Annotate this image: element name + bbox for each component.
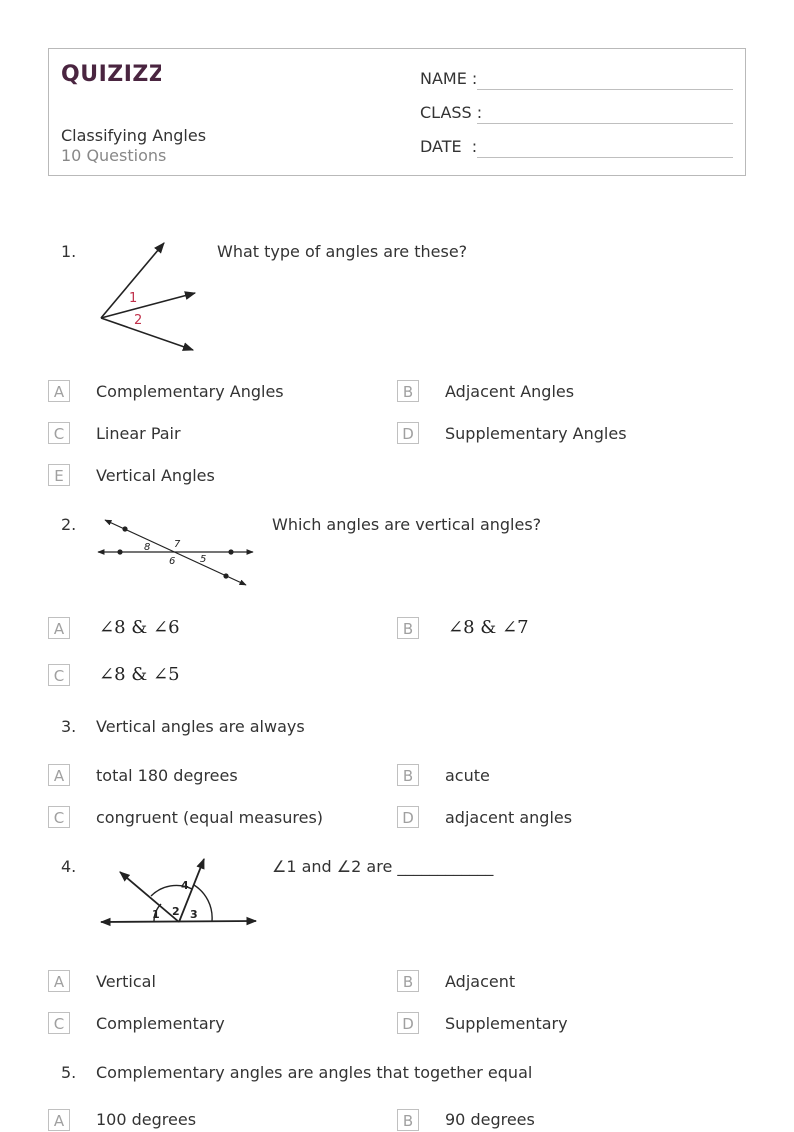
angles-figure-q1 bbox=[96, 238, 200, 356]
option-letter[interactable]: A bbox=[48, 380, 70, 402]
question-text: Vertical angles are always bbox=[96, 717, 305, 736]
angles-figure-q4 bbox=[96, 852, 260, 932]
option-letter[interactable]: B bbox=[397, 617, 419, 639]
option-letter[interactable]: A bbox=[48, 617, 70, 639]
angle-label: 2 bbox=[134, 313, 143, 328]
class-label: CLASS : bbox=[420, 103, 483, 122]
angle-label: 2 bbox=[172, 905, 180, 918]
angle-label: 3 bbox=[190, 908, 198, 921]
angle-label: 7 bbox=[174, 539, 181, 550]
option-letter[interactable]: C bbox=[48, 422, 70, 444]
option-letter[interactable]: A bbox=[48, 764, 70, 786]
transversal-figure-q2 bbox=[96, 514, 256, 590]
option-letter[interactable]: D bbox=[397, 422, 419, 444]
option-text[interactable]: Adjacent Angles bbox=[445, 382, 575, 401]
point bbox=[228, 549, 233, 554]
option-text[interactable]: total 180 degrees bbox=[96, 766, 238, 785]
option-text[interactable]: Complementary Angles bbox=[96, 382, 284, 401]
option-text[interactable]: 100 degrees bbox=[96, 1110, 197, 1129]
ray-line bbox=[101, 318, 193, 350]
quizizz-logo bbox=[61, 59, 161, 91]
option-letter[interactable]: E bbox=[48, 464, 70, 486]
date-label: DATE : bbox=[420, 137, 478, 156]
question-text: What type of angles are these? bbox=[217, 242, 468, 261]
option-text[interactable]: Supplementary Angles bbox=[445, 424, 627, 443]
option-text[interactable]: ∠8 & ∠6 bbox=[99, 617, 180, 638]
name-label: NAME : bbox=[420, 69, 478, 88]
angle-label: 5 bbox=[200, 554, 207, 565]
question-text: ∠1 and ∠2 are ____________ bbox=[272, 857, 494, 876]
option-letter[interactable]: B bbox=[397, 1109, 419, 1131]
date-field[interactable] bbox=[477, 157, 733, 158]
brand-text: QUIZIZZ bbox=[61, 62, 161, 87]
option-letter[interactable]: A bbox=[48, 970, 70, 992]
option-text[interactable]: ∠8 & ∠7 bbox=[448, 617, 529, 638]
option-text[interactable]: adjacent angles bbox=[445, 808, 573, 827]
option-letter[interactable]: C bbox=[48, 806, 70, 828]
option-letter[interactable]: C bbox=[48, 1012, 70, 1034]
angle-label: 4 bbox=[181, 879, 189, 892]
option-letter[interactable]: D bbox=[397, 806, 419, 828]
angle-label: 6 bbox=[169, 556, 176, 567]
point bbox=[223, 573, 228, 578]
question-text: Which angles are vertical angles? bbox=[272, 515, 542, 534]
option-text[interactable]: Vertical Angles bbox=[96, 466, 215, 485]
question-number: 3. bbox=[61, 717, 77, 736]
option-letter[interactable]: A bbox=[48, 1109, 70, 1131]
option-letter[interactable]: B bbox=[397, 380, 419, 402]
angle-label: 8 bbox=[144, 542, 151, 553]
worksheet-title: Classifying Angles bbox=[61, 126, 207, 145]
worksheet-header bbox=[48, 48, 746, 176]
option-letter[interactable]: C bbox=[48, 664, 70, 686]
option-text[interactable]: ∠8 & ∠5 bbox=[99, 664, 180, 685]
option-letter[interactable]: D bbox=[397, 1012, 419, 1034]
option-text[interactable]: Complementary bbox=[96, 1014, 225, 1033]
question-number: 1. bbox=[61, 242, 77, 261]
question-text: Complementary angles are angles that together equal bbox=[96, 1063, 533, 1082]
question-number: 4. bbox=[61, 857, 77, 876]
angle-label: 1 bbox=[152, 908, 160, 921]
ray-line bbox=[120, 872, 179, 922]
class-field[interactable] bbox=[477, 123, 733, 124]
option-text[interactable]: Linear Pair bbox=[96, 424, 181, 443]
angle-label: 1 bbox=[129, 291, 138, 306]
question-number: 2. bbox=[61, 515, 77, 534]
ray-line bbox=[101, 293, 195, 318]
ray-line bbox=[101, 243, 164, 318]
name-field[interactable] bbox=[477, 89, 733, 90]
question-count: 10 Questions bbox=[61, 146, 167, 165]
option-letter[interactable]: B bbox=[397, 970, 419, 992]
option-text[interactable]: Vertical bbox=[96, 972, 156, 991]
option-text[interactable]: 90 degrees bbox=[445, 1110, 535, 1129]
option-text[interactable]: congruent (equal measures) bbox=[96, 808, 324, 827]
option-text[interactable]: Adjacent bbox=[445, 972, 516, 991]
question-number: 5. bbox=[61, 1063, 77, 1082]
option-letter[interactable]: B bbox=[397, 764, 419, 786]
option-text[interactable]: acute bbox=[445, 766, 490, 785]
point bbox=[117, 549, 122, 554]
option-text[interactable]: Supplementary bbox=[445, 1014, 568, 1033]
point bbox=[122, 526, 127, 531]
